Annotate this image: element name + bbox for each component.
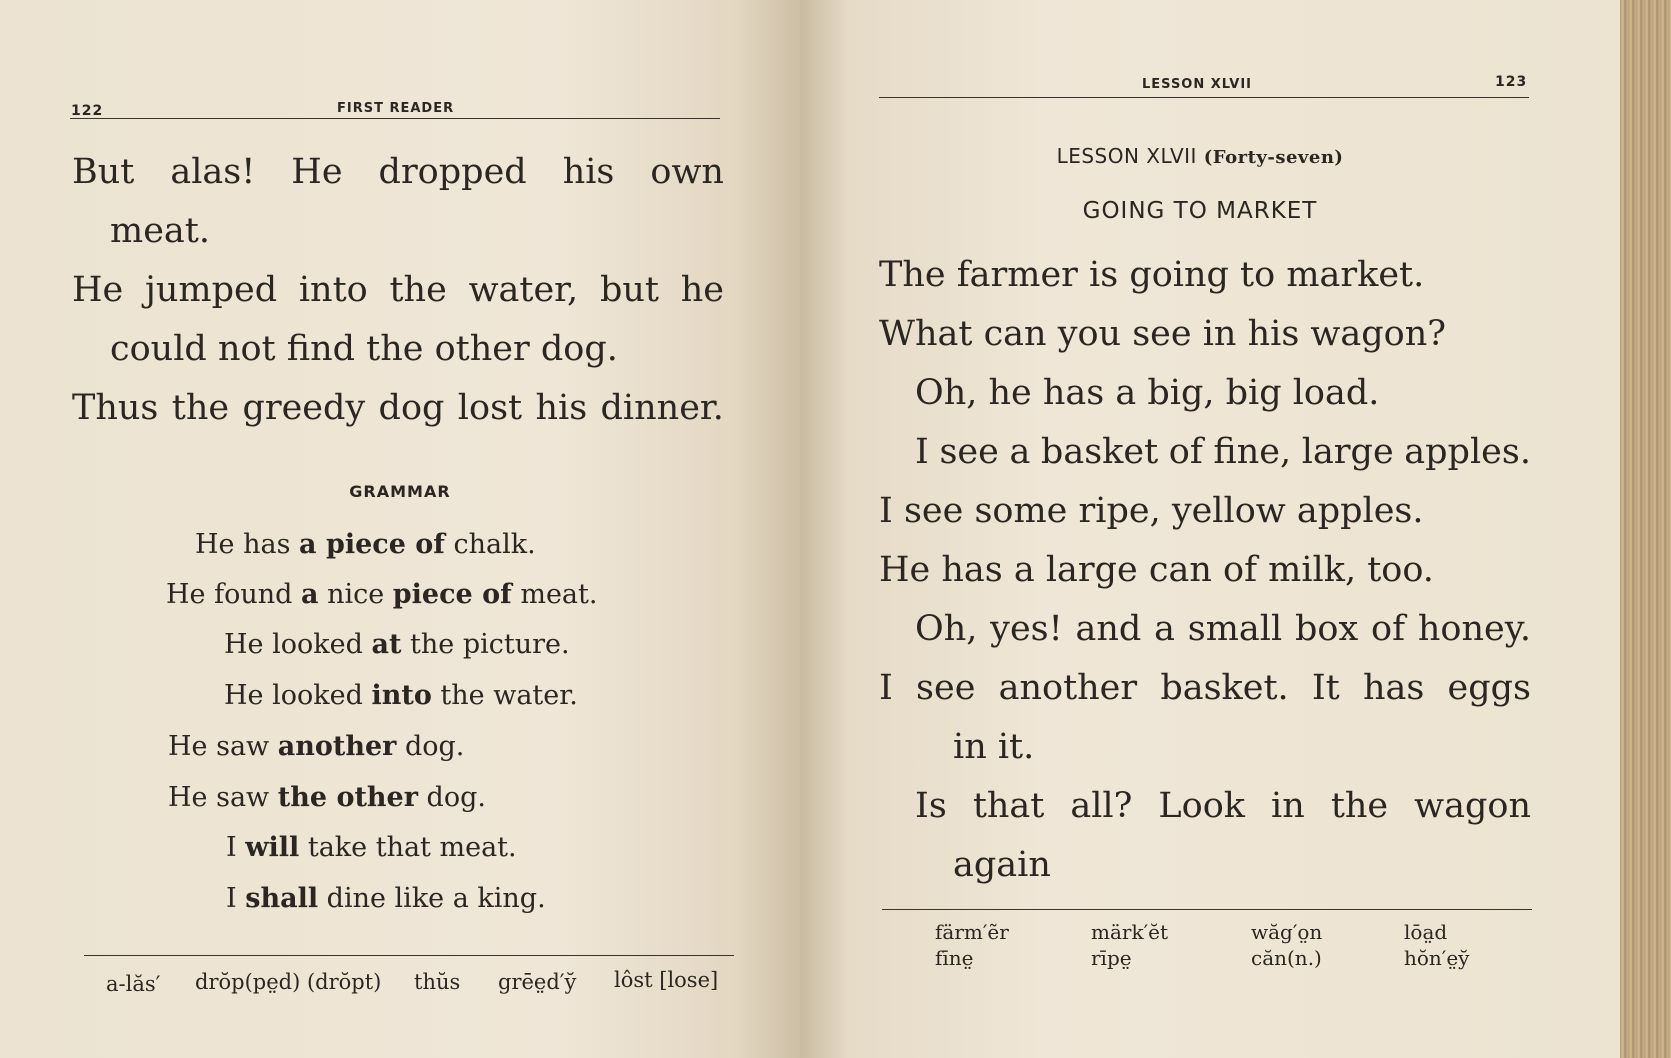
grammar-line-5 [168, 731, 464, 762]
word: small [1187, 609, 1283, 649]
word: dinner. [600, 388, 724, 428]
word: greedy [242, 388, 366, 428]
lesson-subtitle: (Forty-seven) [1203, 147, 1344, 168]
grammar-text: chalk. [444, 529, 536, 560]
grammar-text: He saw [168, 782, 278, 813]
header-rule [879, 97, 1529, 98]
grammar-text: He looked [224, 629, 372, 660]
word: in [1271, 786, 1305, 826]
grammar-text: take that meat. [299, 832, 517, 863]
page-number: 122 [71, 103, 104, 119]
word: basket. [1160, 668, 1289, 708]
word: another [998, 668, 1138, 708]
vocab-word: căn(n.) [1251, 946, 1322, 970]
word: basket [1040, 432, 1159, 472]
story-line-3 [72, 261, 724, 320]
grammar-heading: GRAMMAR [349, 482, 451, 501]
word: the [1330, 786, 1389, 826]
grammar-line-8 [226, 883, 546, 914]
word: Oh, [915, 609, 978, 649]
word: water, [468, 270, 579, 310]
vocab-word: drŏp(pe̤d) (drŏpt) [195, 970, 382, 994]
word: dropped [378, 152, 527, 192]
word: that [972, 786, 1045, 826]
word: dog [378, 388, 445, 428]
lesson-line-10 [879, 777, 1531, 836]
vocab-word: hŏn′e̤y̆ [1404, 946, 1470, 970]
lesson-text [879, 246, 1531, 895]
word: yes! [990, 609, 1063, 649]
word: apples. [1404, 432, 1531, 472]
grammar-text: He has [195, 529, 300, 560]
word: jumped [145, 270, 278, 310]
word: honey. [1417, 609, 1531, 649]
grammar-emphasis: at [371, 629, 402, 660]
word: wagon [1414, 786, 1531, 826]
word: He [291, 152, 343, 192]
word: of [1168, 432, 1203, 472]
vocab-word: rīpe̤ [1091, 946, 1132, 970]
word: the [171, 388, 230, 428]
grammar-emphasis: piece of [392, 579, 512, 610]
vocab-word: a-lăs′ [106, 972, 161, 996]
grammar-text: He found [166, 579, 301, 610]
word: own [650, 152, 724, 192]
word: the [389, 270, 447, 310]
word: It [1311, 668, 1340, 708]
grammar-text: meat. [511, 579, 598, 610]
lesson-line-7 [879, 600, 1531, 659]
grammar-line-7 [226, 832, 517, 863]
right-page [800, 0, 1620, 1058]
word: eggs [1447, 668, 1531, 708]
grammar-line-1 [195, 529, 536, 560]
grammar-emphasis: a [301, 579, 319, 610]
word: I [879, 668, 893, 708]
grammar-emphasis: into [371, 680, 432, 711]
grammar-line-6 [168, 782, 486, 813]
grammar-line-3 [224, 629, 570, 660]
grammar-text: nice [318, 579, 393, 610]
word: into [298, 270, 368, 310]
word: Look [1158, 786, 1246, 826]
grammar-emphasis: another [277, 731, 397, 762]
left-page [0, 0, 800, 1058]
word: but [599, 270, 659, 310]
story-line-1 [72, 143, 724, 202]
vocab-word: grēe̤d′y̆ [498, 970, 577, 994]
lesson-number: LESSON XLVII [1056, 144, 1197, 168]
grammar-emphasis: a piece of [299, 529, 445, 560]
word: see [916, 668, 976, 708]
lesson-line-9: in it. [953, 727, 1035, 767]
word: all? [1070, 786, 1133, 826]
vocab-word: fīne̤ [935, 946, 974, 970]
grammar-line-4 [224, 680, 578, 711]
word: a [1009, 432, 1031, 472]
word: Thus [72, 388, 159, 428]
lesson-line-1: The farmer is going to market. [879, 255, 1425, 295]
vocab-word: märk′ĕt [1091, 920, 1168, 944]
lesson-line-5: I see some ripe, yellow apples. [879, 491, 1424, 531]
word: lost [457, 388, 523, 428]
grammar-text: dine like a king. [318, 883, 546, 914]
page-number: 123 [1495, 74, 1528, 90]
page-edges [1620, 0, 1671, 1058]
word: fine, [1213, 432, 1292, 472]
grammar-emphasis: shall [245, 883, 319, 914]
grammar-text: dog. [396, 731, 465, 762]
lesson-title: GOING TO MARKET [1082, 198, 1318, 224]
grammar-text: I [226, 832, 246, 863]
running-title: LESSON XLVII [1142, 77, 1253, 92]
word: his [562, 152, 615, 192]
grammar-emphasis: the other [277, 782, 418, 813]
word: large [1301, 432, 1394, 472]
lesson-line-11: again [953, 845, 1051, 885]
grammar-text: He saw [168, 731, 278, 762]
word: He [72, 270, 124, 310]
lesson-line-8 [879, 659, 1531, 718]
lesson-line-2: What can you see in his wagon? [879, 314, 1447, 354]
running-title: FIRST READER [337, 101, 455, 116]
story-line-2: meat. [110, 211, 210, 251]
grammar-text: the picture. [401, 629, 570, 660]
word: Is [915, 786, 947, 826]
footer-rule [882, 909, 1532, 910]
word: and [1075, 609, 1142, 649]
story-line-5 [72, 379, 724, 438]
lesson-line-4 [879, 423, 1531, 482]
grammar-emphasis: will [245, 832, 300, 863]
grammar-text: I [226, 883, 246, 914]
vocab-word: wăg′o̤n [1251, 920, 1323, 944]
word: see [939, 432, 999, 472]
grammar-text: He looked [224, 680, 372, 711]
lesson-line-3: Oh, he has a big, big load. [915, 373, 1380, 413]
grammar-text: dog. [417, 782, 486, 813]
word: But [72, 152, 135, 192]
story-line-4: could not find the other dog. [110, 329, 618, 369]
story-text [72, 143, 724, 438]
word: of [1371, 609, 1406, 649]
footer-rule [84, 955, 734, 956]
lesson-line-6: He has a large can of milk, too. [879, 550, 1434, 590]
vocab-word: färm′ẽr [935, 920, 1009, 944]
word: he [680, 270, 724, 310]
grammar-text: the water. [431, 680, 578, 711]
vocab-word: lōa̤d [1404, 920, 1448, 944]
word: a [1154, 609, 1175, 649]
vocab-word: lôst [lose] [614, 968, 719, 992]
lesson-heading [930, 144, 1470, 168]
word: his [535, 388, 588, 428]
vocab-word: thŭs [414, 970, 461, 994]
word: has [1362, 668, 1425, 708]
header-rule [70, 118, 720, 119]
grammar-line-2 [166, 579, 597, 610]
word: I [915, 432, 929, 472]
word: alas! [170, 152, 256, 192]
word: box [1294, 609, 1359, 649]
